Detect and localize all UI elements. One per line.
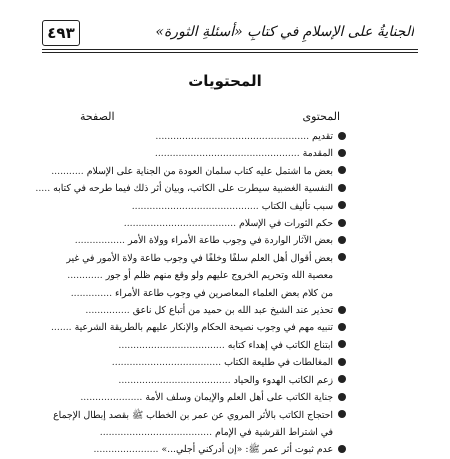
bullet-icon [338, 410, 346, 418]
dot-leader: ....... [50, 322, 72, 334]
bullet-icon [338, 253, 346, 261]
toc-title: المحتويات [188, 72, 262, 90]
toc-entry [100, 424, 346, 441]
toc-entry [100, 215, 346, 232]
dot-leader: ..................................... [111, 357, 222, 369]
toc-entry-text: ابتناع الكاتب في إهداء كتابه [227, 339, 333, 351]
dot-leader: ............ [67, 270, 103, 282]
dot-leader: ..................... [80, 392, 143, 404]
page-header [42, 18, 418, 52]
bullet-icon [338, 358, 346, 366]
dot-leader: ........................................... [131, 200, 259, 212]
column-content-heading: المحتوى [302, 110, 340, 123]
dot-leader: ..... [35, 183, 51, 195]
dot-leader: ...................................... [118, 374, 231, 386]
toc-entries [35, 128, 346, 459]
toc-entry-text: معصية الله وتحريم الخروج عليهم ولو وقع منهم ظلم أو جور [105, 270, 333, 282]
toc-entry [74, 232, 346, 249]
toc-entry-text: المغالطات في طليعة الكتاب [224, 357, 333, 369]
toc-entry-text: بعض الآثار الواردة في وجوب طاعة الأمراء وولاة الأمر [127, 235, 333, 247]
header-rule [42, 49, 418, 50]
toc-entry [100, 198, 346, 215]
toc-entry [100, 128, 346, 145]
toc-entry [100, 372, 346, 389]
dot-leader: .............. [70, 287, 113, 299]
bullet-icon [338, 340, 346, 348]
dot-leader: .................................................... [155, 131, 310, 142]
toc-entry [50, 319, 346, 336]
toc-entry-text: تقديم [312, 131, 333, 142]
column-page-heading: الصفحة [80, 110, 115, 123]
toc-entry-text: حكم الثورات في الإسلام [239, 218, 333, 230]
page-number: ٤٩٣ [42, 20, 80, 46]
dot-leader: ................................................. [154, 148, 300, 160]
toc-entry-text: بعض أقوال أهل العلم سلفًا وخلفًا في وجوب طاعة ولاة الأمور في غير [66, 252, 333, 264]
bullet-icon [338, 323, 346, 331]
bullet-icon [338, 393, 346, 401]
toc-entry [93, 441, 346, 458]
header-rule-thin [42, 52, 418, 53]
dot-leader: .................................... [118, 339, 225, 351]
bullet-icon [338, 445, 346, 453]
toc-entry [67, 267, 346, 284]
toc-entry-text: تحذير عند الشيخ عبد الله بن حميد من أتباع كل ناعق [132, 305, 333, 317]
toc-entry [80, 389, 346, 406]
toc-entry-text: في اشتراط القرشية في الإمام [215, 426, 333, 438]
toc-entry [85, 302, 346, 319]
bullet-icon [338, 166, 346, 174]
toc-entry-text: من كلام بعض العلماء المعاصرين في وجوب طاعة الأمراء [115, 287, 333, 299]
bullet-icon [338, 149, 346, 157]
toc-entry [53, 407, 346, 424]
bullet-icon [338, 219, 346, 227]
toc-entry-text: احتجاج الكاتب بالأثر المروي عن عمر بن الخطاب ﷺ بقصد إبطال الإجماع [53, 409, 333, 421]
dot-leader: ...................................... [123, 218, 237, 230]
toc-entry-text: جناية الكاتب على أهل العلم والإيمان وسلف الأمة [145, 392, 333, 404]
toc-entry-text: النفسية الغضبية سيطرت على الكاتب، وبيان أثر ذلك فيما طرحه في كتابه [53, 183, 333, 195]
dot-leader: ........... [51, 165, 84, 177]
toc-entry-text: سبب تأليف الكتاب [261, 200, 333, 212]
bullet-icon [338, 201, 346, 209]
toc-entry-text: عدم ثبوت أثر عمر ﷺ: «إن أدركني أجلي...» [161, 444, 333, 456]
bullet-icon [338, 184, 346, 192]
toc-entry [100, 354, 346, 371]
bullet-icon [338, 375, 346, 383]
toc-entry [51, 163, 346, 180]
toc-entry [35, 180, 346, 197]
toc-entry-text: زعم الكاتب الهدوء والحياد [233, 374, 333, 386]
toc-entry [100, 145, 346, 162]
toc-entry-text: بعض ما اشتمل عليه كتاب سلمان العودة من الجناية على الإسلام [86, 165, 333, 177]
dot-leader: ............... [85, 305, 130, 317]
dot-leader: ...................... [93, 444, 159, 456]
toc-entry [100, 337, 346, 354]
toc-entry [66, 250, 346, 267]
dot-leader: ...................................... [99, 426, 213, 438]
dot-leader: ................. [74, 235, 125, 247]
bullet-icon [338, 236, 346, 244]
toc-entry-text: المقدمة [302, 148, 333, 160]
toc-entry [70, 285, 346, 302]
bullet-icon [338, 132, 346, 140]
column-headings [80, 110, 340, 126]
toc-entry-text: تنبيه مهم في وجوب نصيحة الحكام والإنكار عليهم بالطريقة الشرعية [74, 322, 333, 334]
bullet-icon [338, 306, 346, 314]
running-title: الجنايةُ على الإسلامِ في كتابِ «أسئلةِ الثورة» [155, 24, 414, 40]
